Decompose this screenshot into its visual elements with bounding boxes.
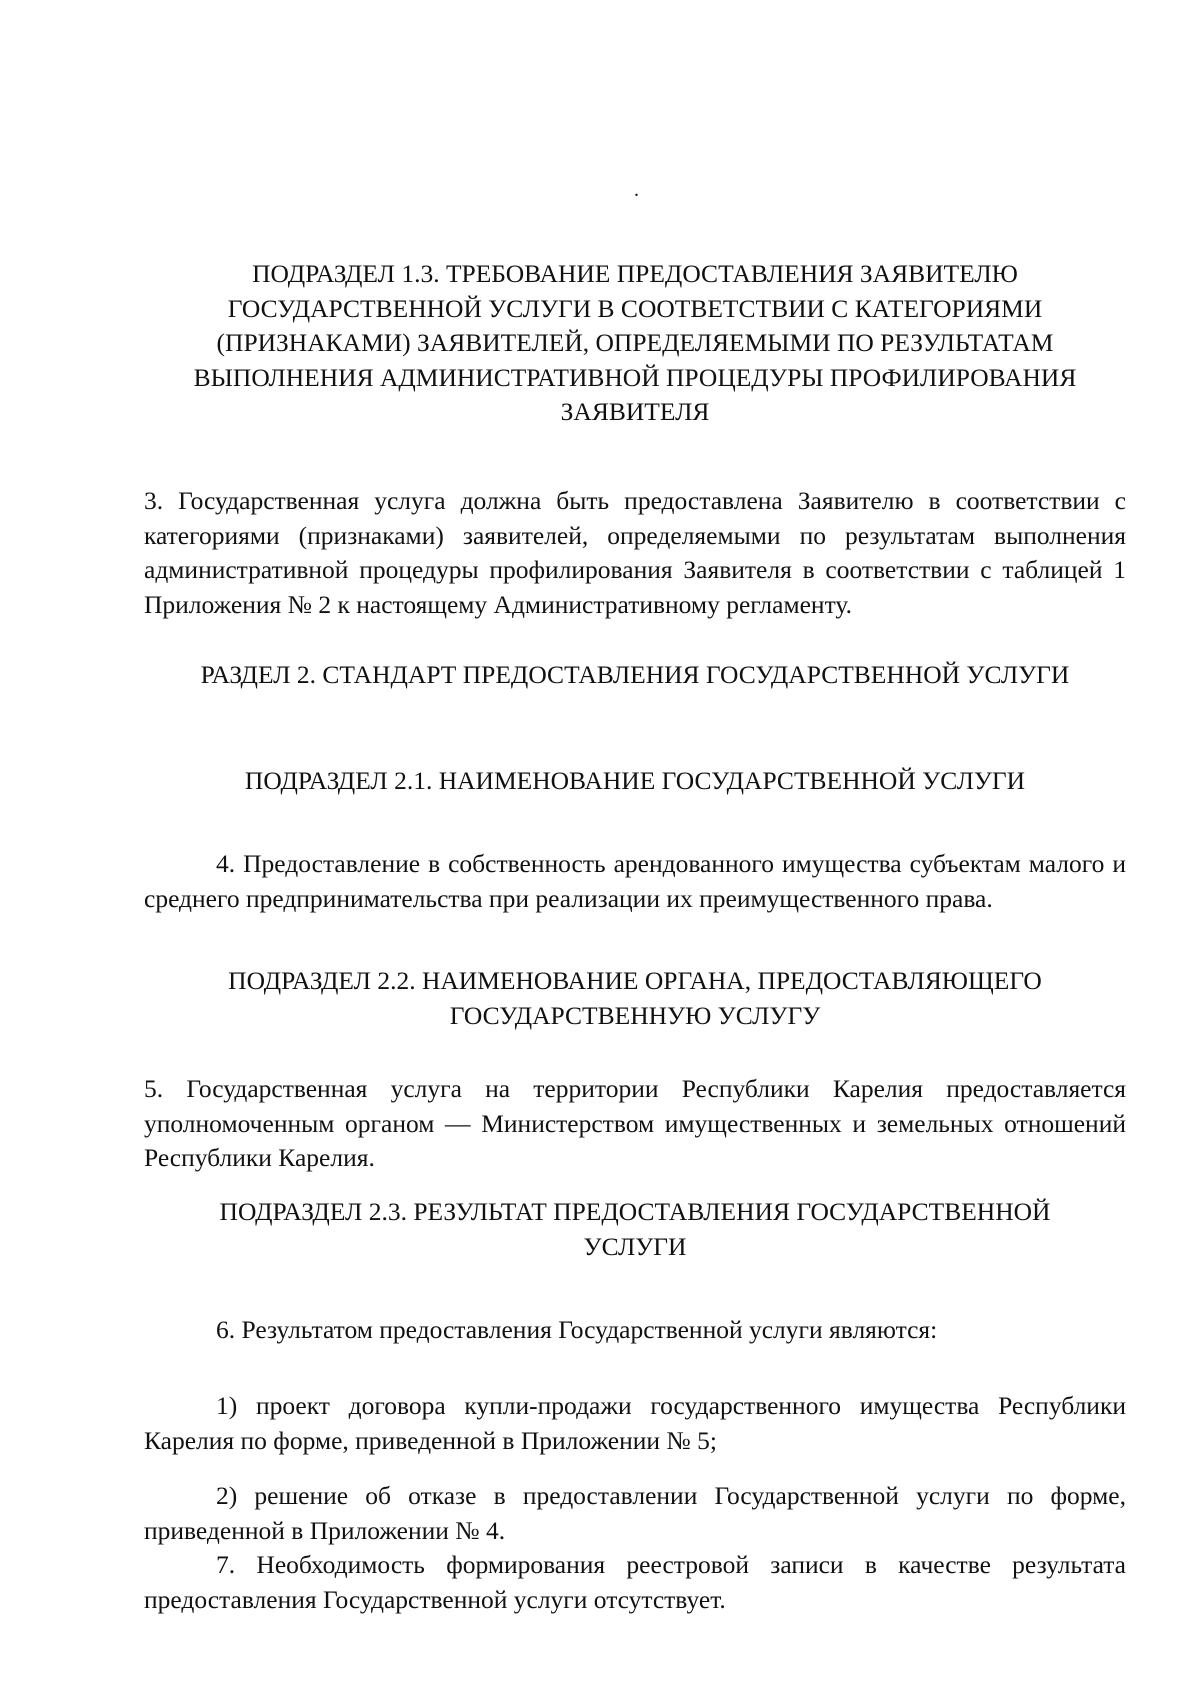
paragraph-3: 3. Государственная услуга должна быть предоставлена Заявителю в соответствии с категориями (признаками) заявителей, определяемыми по результатам выполнения административной процедуры профилирования Заявителя в соответствии с таблицей 1 Приложения № 2 к настоящему Административному регламенту. [144,486,1126,619]
list-item-1: 1) проект договора купли-продажи государственного имущества Республики Карелия по форме, приведенной в Приложении № 5; [144,1391,1126,1455]
subsection-1-3-heading: ПОДРАЗДЕЛ 1.3. ТРЕБОВАНИЕ ПРЕДОСТАВЛЕНИЯ ЗАЯВИТЕЛЮ ГОСУДАРСТВЕННОЙ УСЛУГИ В СООТВЕТСТВИИ С КАТЕГОРИЯМИ (ПРИЗНАКАМИ) ЗАЯВИТЕЛЕЙ, ОПРЕДЕЛЯЕМЫМИ ПО РЕЗУЛЬТАТАМ ВЫПОЛНЕНИЯ АДМИНИСТРАТИВНОЙ ПРОЦЕДУРЫ ПРОФИЛИРОВАНИЯ ЗАЯВИТЕЛЯ [193,259,1077,426]
subsection-2-3-heading: ПОДРАЗДЕЛ 2.3. РЕЗУЛЬТАТ ПРЕДОСТАВЛЕНИЯ ГОСУДАРСТВЕННОЙ УСЛУГИ [219,1197,1051,1261]
subsection-2-1-heading: ПОДРАЗДЕЛ 2.1. НАИМЕНОВАНИЕ ГОСУДАРСТВЕННОЙ УСЛУГИ [244,766,1026,795]
paragraph-4: 4. Предоставление в собственность арендованного имущества субъектам малого и среднего предпринимательства при реализации их преимущественного права. [144,849,1126,913]
top-mark: . [634,179,639,201]
list-item-2: 2) решение об отказе в предоставлении Государственной услуги по форме, приведенной в Приложении № 4. [144,1481,1126,1545]
paragraph-5: 5. Государственная услуга на территории Республики Карелия предоставляется уполномоченным органом — Министерством имущественных и земельных отношений Республики Карелия. [144,1074,1126,1172]
section-2-heading: РАЗДЕЛ 2. СТАНДАРТ ПРЕДОСТАВЛЕНИЯ ГОСУДАРСТВЕННОЙ УСЛУГИ [200,660,1070,689]
subsection-2-2-heading: ПОДРАЗДЕЛ 2.2. НАИМЕНОВАНИЕ ОРГАНА, ПРЕДОСТАВЛЯЮЩЕГО ГОСУДАРСТВЕННУЮ УСЛУГУ [228,966,1042,1030]
paragraph-7: 7. Необходимость формирования реестровой записи в качестве результата предоставления Государственной услуги отсутствует. [144,1550,1126,1614]
paragraph-6: 6. Результатом предоставления Государственной услуги являются: [216,1315,938,1344]
